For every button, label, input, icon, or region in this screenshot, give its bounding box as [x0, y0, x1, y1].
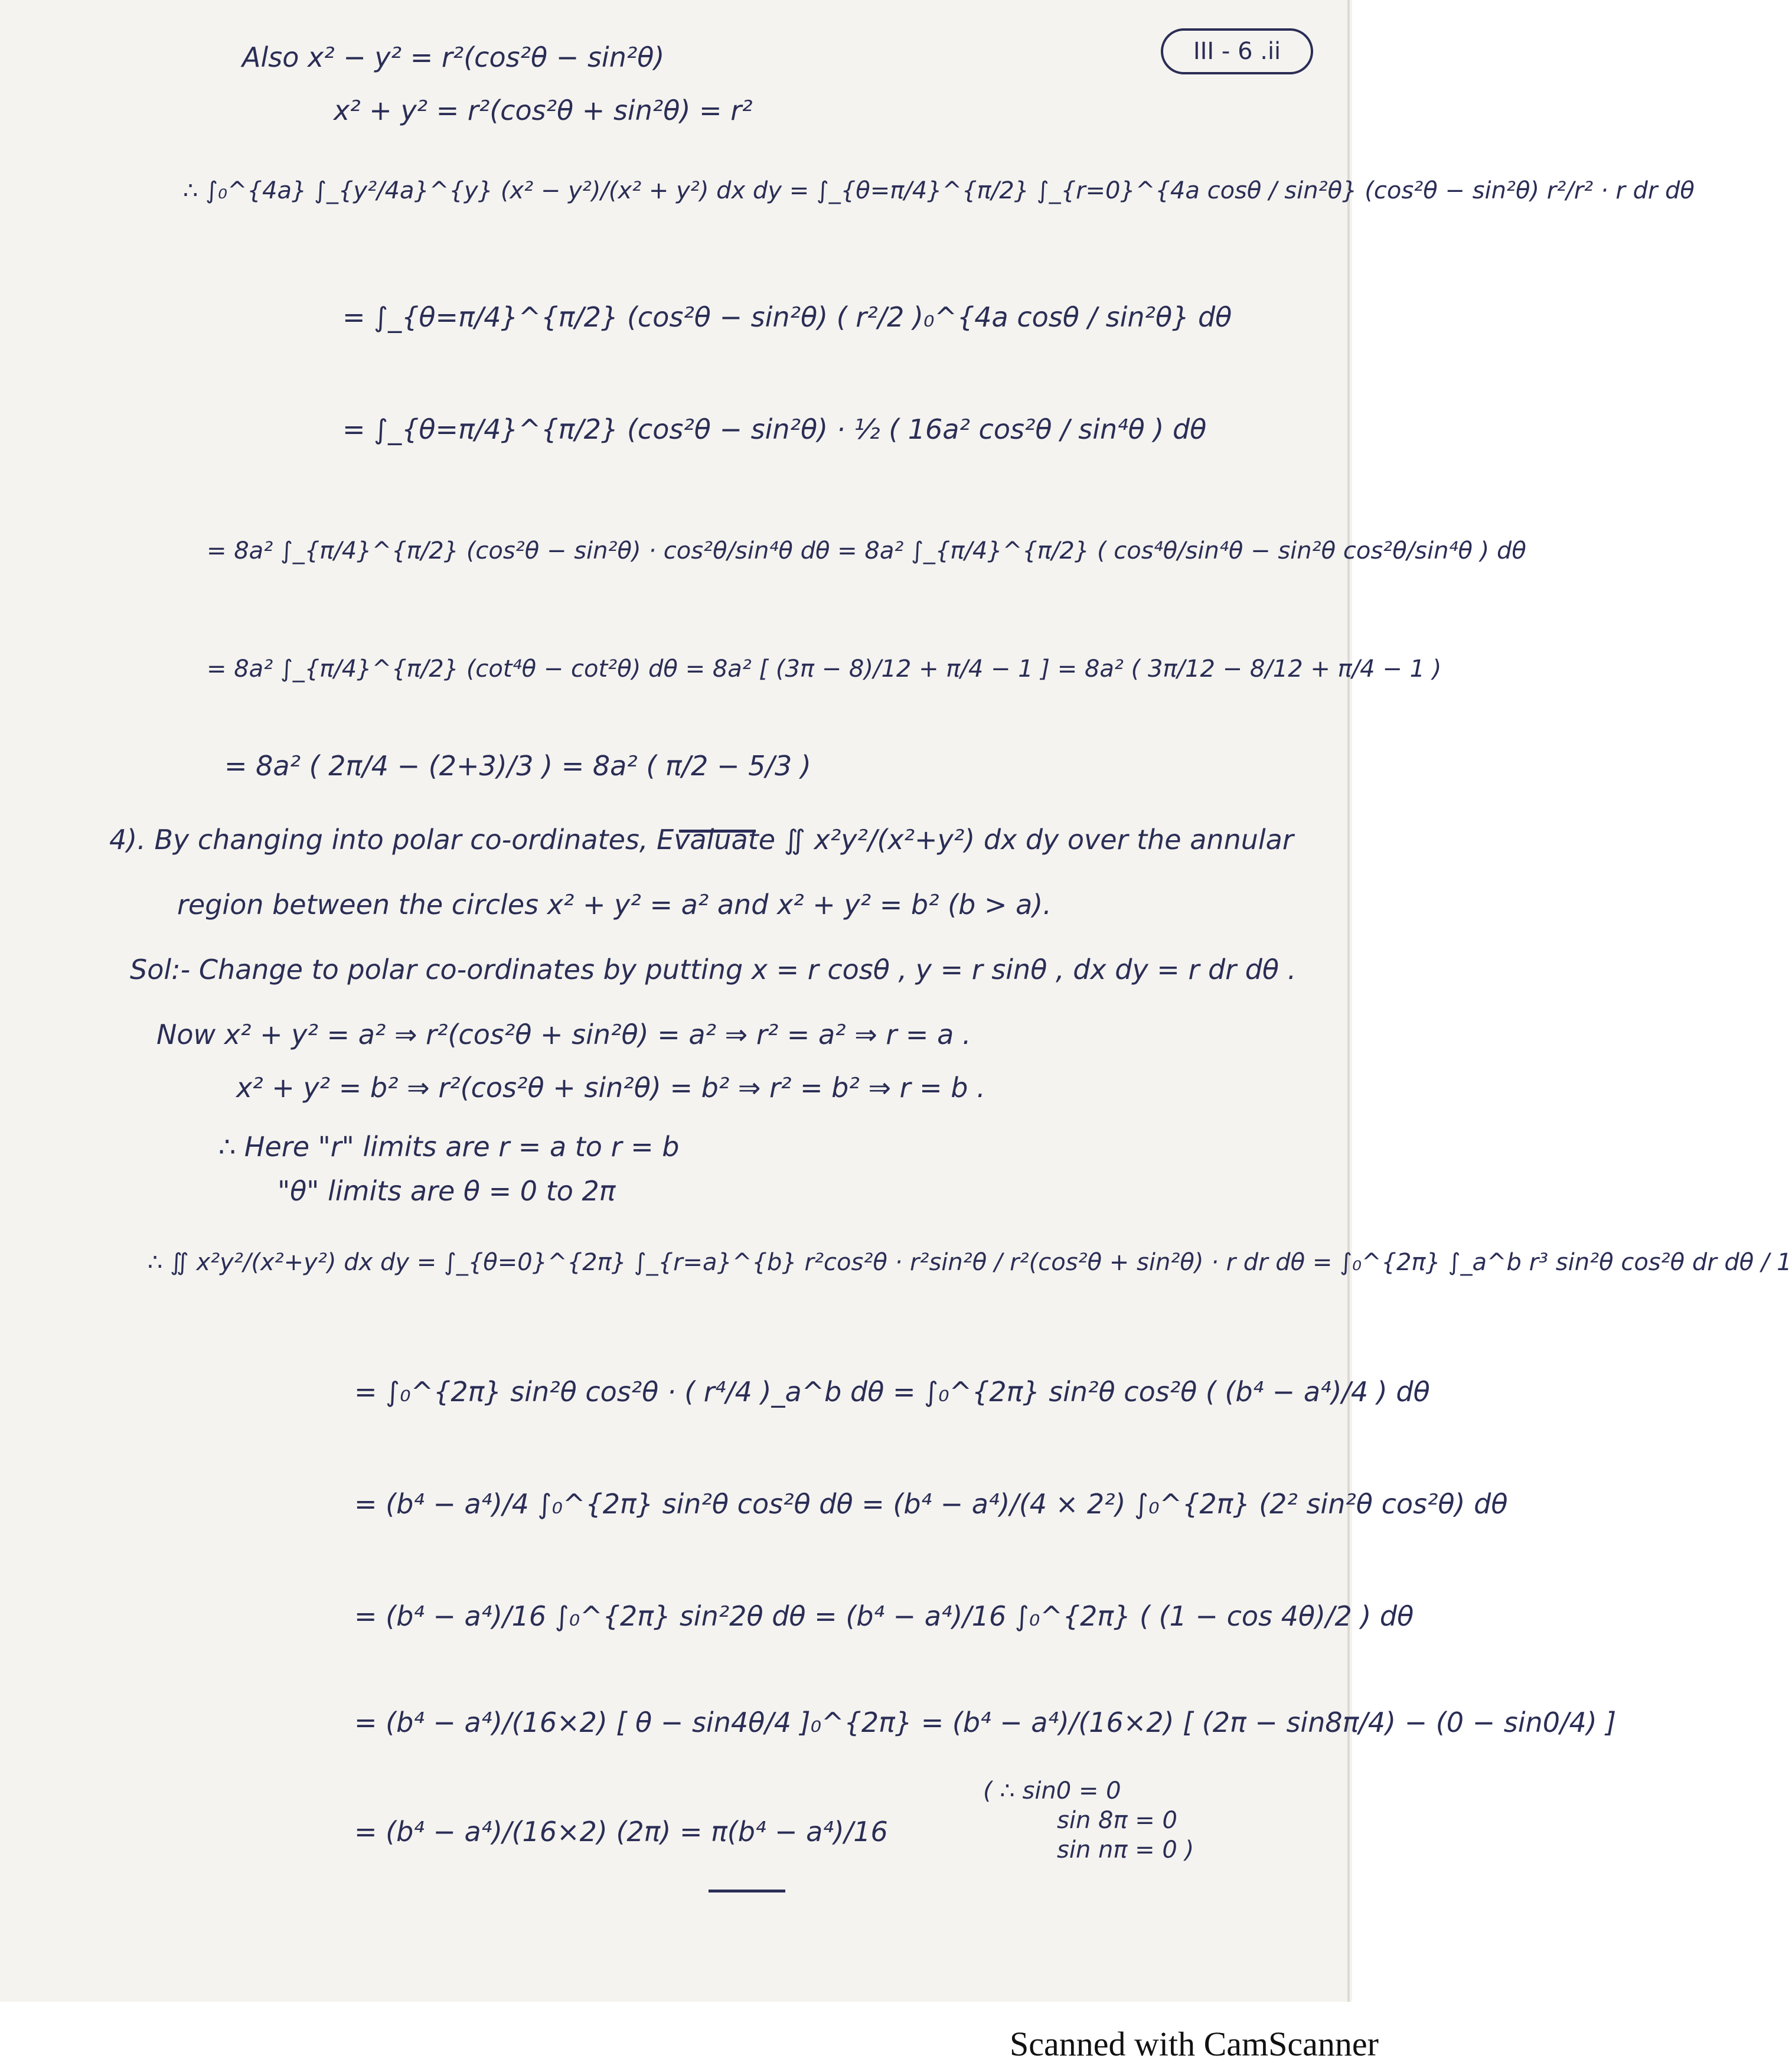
- solution-line: = 8a² ∫_{π/4}^{π/2} (cot⁴θ − cot²θ) dθ = 8a² [ (3π − 8)/12 + π/4 − 1 ] = 8a² ( 3π/12 − 8/12 + π/4 − 1 ): [207, 655, 1442, 683]
- solution-line: = (b⁴ − a⁴)/4 ∫₀^{2π} sin²θ cos²θ dθ = (b⁴ − a⁴)/(4 × 2²) ∫₀^{2π} (2² sin²θ cos²θ) dθ: [354, 1488, 1508, 1520]
- solution-line: = 8a² ( 2π/4 − (2+3)/3 ) = 8a² ( π/2 − 5/3 ): [224, 750, 811, 782]
- solution-line: = (b⁴ − a⁴)/(16×2) (2π) = π(b⁴ − a⁴)/16: [354, 1816, 888, 1848]
- solution-line: ∴ ∫₀^{4a} ∫_{y²/4a}^{y} (x² − y²)/(x² + y²) dx dy = ∫_{θ=π/4}^{π/2} ∫_{r=0}^{4a cosθ / sin²θ} (cos²θ − sin²θ) r²/r² · r dr dθ: [183, 177, 1695, 204]
- solution-line: = 8a² ∫_{π/4}^{π/2} (cos²θ − sin²θ) · cos²θ/sin⁴θ dθ = 8a² ∫_{π/4}^{π/2} ( cos⁴θ/sin⁴θ − sin²θ cos²θ/sin⁴θ ) dθ: [207, 537, 1526, 565]
- solution-line: Also x² − y² = r²(cos²θ − sin²θ): [242, 41, 665, 73]
- solution-line: = ∫₀^{2π} sin²θ cos²θ · ( r⁴/4 )_a^b dθ = ∫₀^{2π} sin²θ cos²θ ( (b⁴ − a⁴)/4 ) dθ: [354, 1376, 1430, 1408]
- side-note: ( ∴ sin0 = 0: [983, 1777, 1121, 1805]
- solution-line: x² + y² = b² ⇒ r²(cos²θ + sin²θ) = b² ⇒ r² = b² ⇒ r = b .: [236, 1072, 985, 1104]
- question-text: region between the circles x² + y² = a² and x² + y² = b² (b > a).: [177, 889, 1052, 921]
- solution-line: = (b⁴ − a⁴)/(16×2) [ θ − sin4θ/4 ]₀^{2π} = (b⁴ − a⁴)/(16×2) [ (2π − sin8π/4) − (0 − sin0/4) ]: [354, 1706, 1617, 1738]
- end-mark: [709, 1890, 785, 1892]
- solution-line: Now x² + y² = a² ⇒ r²(cos²θ + sin²θ) = a² ⇒ r² = a² ⇒ r = a .: [156, 1019, 971, 1050]
- solution-line: ∴ Here "r" limits are r = a to r = b: [218, 1131, 680, 1163]
- solution-line: Sol:- Change to polar co-ordinates by putting x = r cosθ , y = r sinθ , dx dy = r dr dθ .: [130, 954, 1297, 986]
- page-tag: III - 6 .ii: [1161, 28, 1313, 74]
- page-edge: [1347, 0, 1350, 2002]
- scanner-watermark: Scanned with CamScanner: [1010, 2025, 1379, 2063]
- side-note: sin nπ = 0 ): [1057, 1836, 1194, 1864]
- question-text: 4). By changing into polar co-ordinates, Evaluate ∬ x²y²/(x²+y²) dx dy over the annular: [109, 824, 1294, 856]
- solution-line: = (b⁴ − a⁴)/16 ∫₀^{2π} sin²2θ dθ = (b⁴ − a⁴)/16 ∫₀^{2π} ( (1 − cos 4θ)/2 ) dθ: [354, 1600, 1414, 1632]
- solution-line: = ∫_{θ=π/4}^{π/2} (cos²θ − sin²θ) · ½ ( 16a² cos²θ / sin⁴θ ) dθ: [342, 413, 1207, 445]
- side-note: sin 8π = 0: [1057, 1807, 1177, 1834]
- solution-line: ∴ ∬ x²y²/(x²+y²) dx dy = ∫_{θ=0}^{2π} ∫_{r=a}^{b} r²cos²θ · r²sin²θ / r²(cos²θ + sin²θ) · r dr dθ = ∫₀^{2π} ∫_a^b r³ sin²θ cos²θ dr dθ / 1: [148, 1249, 1792, 1276]
- solution-line: x² + y² = r²(cos²θ + sin²θ) = r²: [334, 94, 753, 126]
- solution-line: "θ" limits are θ = 0 to 2π: [278, 1175, 616, 1207]
- solution-line: = ∫_{θ=π/4}^{π/2} (cos²θ − sin²θ) ( r²/2 )₀^{4a cosθ / sin²θ} dθ: [342, 301, 1232, 333]
